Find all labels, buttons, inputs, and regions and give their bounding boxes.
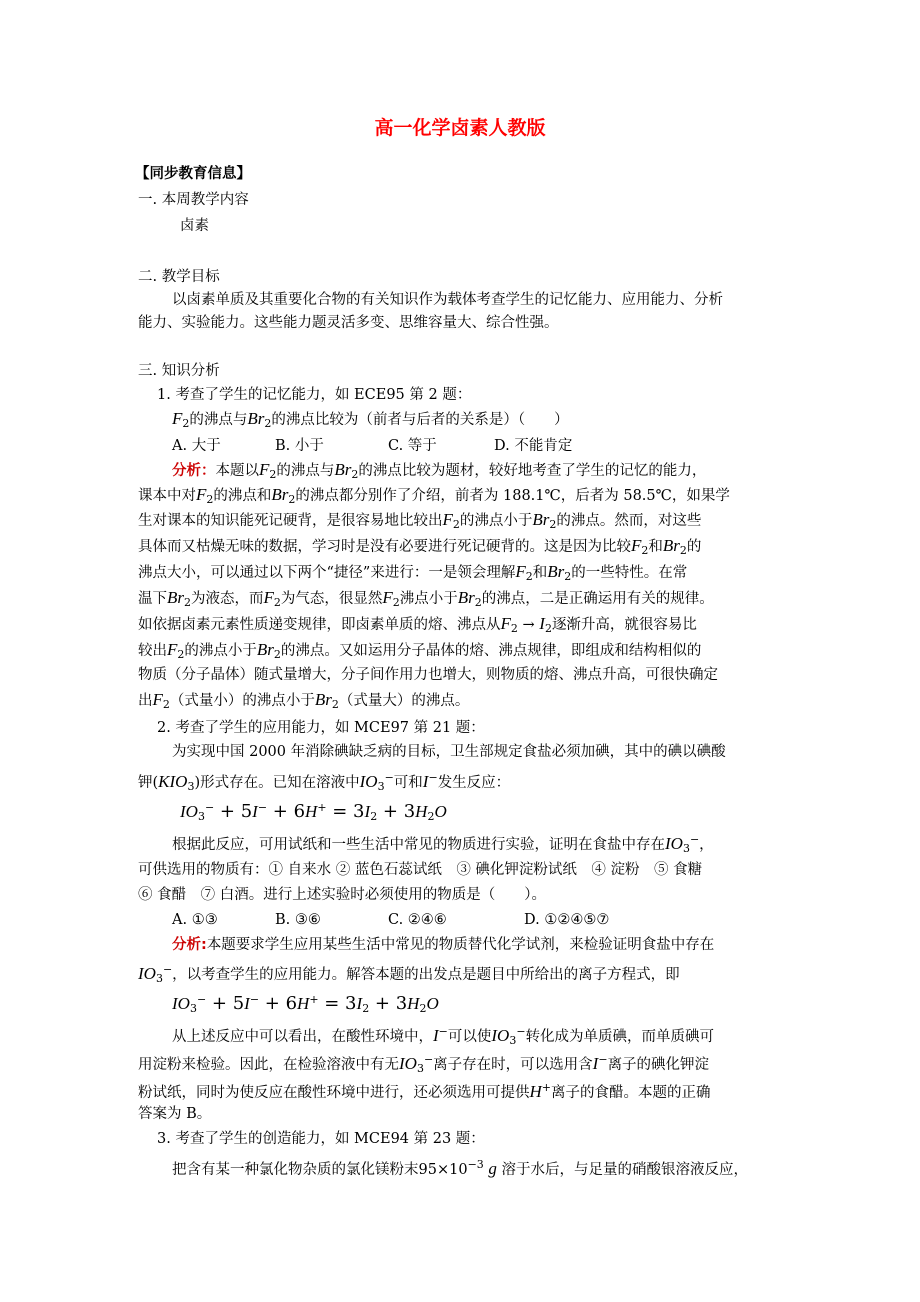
q1-option-a: A. 大于	[172, 438, 221, 454]
heading-analysis: 三. 知识分析	[138, 363, 220, 379]
q2-analysis-line-1: 分析:本题要求学生应用某些生活中常见的物质替代化学试剂，来检验证明食盐中存在	[172, 937, 715, 953]
q1-option-b: B. 小于	[275, 438, 324, 454]
q2-stem-line-3: 根据此反应，可用试纸和一些生活中常见的物质进行实验，证明在食盐中存在$IO_3^-$，	[172, 833, 714, 855]
q3-label: 3. 考查了学生的创造能力，如 MCE94 第 23 题：	[157, 1131, 485, 1147]
q1-analysis-line-10: 出$F_2$（式量小）的沸点小于$Br_2$（式量大）的沸点。	[138, 690, 470, 711]
q1-option-d: D. 不能肯定	[494, 438, 573, 454]
q1-label: 1. 考查了学生的记忆能力，如 ECE95 第 2 题：	[157, 387, 472, 403]
q2-analysis-line-3: 从上述反应中可以看出，在酸性环境中，I−可以使$IO_3^-$转化成为单质碘，而单质碘可	[172, 1025, 715, 1047]
q2-equation-1: $IO_3^- + 5I^- + 6H^+ = 3I_2 + 3H_2O$	[180, 801, 447, 823]
q1-analysis-line-2: 课本中对$F_2$的沸点和$Br_2$的沸点都分别作了介绍，前者为 188.1℃，后者为 58.5℃，如果学	[138, 485, 730, 506]
heading-goals: 二. 教学目标	[138, 269, 220, 285]
q2-option-a: A. ①③	[172, 912, 218, 928]
q2-equation-2: $IO_3^- + 5I^- + 6H^+ = 3I_2 + 3H_2O$	[172, 993, 439, 1015]
q2-stem-line-4: 可供选用的物质有：① 自来水 ② 蓝色石蕊试纸 ③ 碘化钾淀粉试纸 ④ 淀粉 ⑤ 食糖	[138, 862, 703, 878]
q1-analysis-line-7: 如依据卤素元素性质递变规律，即卤素单质的熔、沸点从$F_2 \to I_2$逐渐升高，就很容易比	[138, 614, 697, 635]
q1-analysis-line-3: 生对课本的知识能死记硬背，是很容易地比较出$F_2$的沸点小于$Br_2$的沸点。然而，对这些	[138, 510, 702, 531]
q1-stem: $F_2$的沸点与$Br_2$的沸点比较为（前者与后者的关系是）（ ）	[172, 409, 569, 430]
q2-analysis-line-4: 用淀粉来检验。因此，在检验溶液中有无$IO_3^-$离子存在时，可以选用含I−离子的碘化钾淀	[138, 1053, 710, 1075]
q2-stem-line-2: 钾$(KIO_3)$形式存在。已知在溶液中$IO_3^-$可和I−发生反应：	[138, 771, 511, 793]
q2-stem-line-1: 为实现中国 2000 年消除碘缺乏病的目标，卫生部规定食盐必须加碘，其中的碘以碘酸	[172, 744, 726, 760]
q2-label: 2. 考查了学生的应用能力，如 MCE97 第 21 题：	[157, 720, 485, 736]
q1-analysis-line-8: 较出$F_2$的沸点小于$Br_2$的沸点。又如运用分子晶体的熔、沸点规律，即组成和结构相似的	[138, 640, 702, 661]
q2-option-b: B. ③⑥	[275, 912, 321, 928]
q2-option-c: C. ②④⑥	[388, 912, 447, 928]
analysis-label: 分析:	[172, 937, 207, 953]
section-header: 【同步教育信息】	[135, 166, 251, 182]
q1-analysis-line-1: 分析：本题以$F_2$的沸点与$Br_2$的沸点比较为题材，较好地考查了学生的记忆的能力，	[172, 460, 707, 481]
goals-line-1: 以卤素单质及其重要化合物的有关知识作为载体考查学生的记忆能力、应用能力、分析	[172, 292, 723, 308]
heading-week-content: 一. 本周教学内容	[138, 192, 249, 208]
q2-analysis-line-6: 答案为 B。	[138, 1106, 212, 1122]
page-title: 高一化学卤素人教版	[374, 117, 546, 139]
q1-analysis-line-9: 物质（分子晶体）随式量增大，分子间作用力也增大，则物质的熔、沸点升高，可很快确定	[138, 667, 718, 683]
q1-analysis-line-4: 具体而又枯燥无味的数据，学习时是没有必要进行死记硬背的。这是因为比较$F_2$和$Br_2$的	[138, 536, 702, 557]
q2-stem-line-5: ⑥ 食醋 ⑦ 白酒。进行上述实验时必须使用的物质是（ ）。	[138, 887, 546, 903]
goals-line-2: 能力、实验能力。这些能力题灵活多变、思维容量大、综合性强。	[138, 315, 559, 331]
analysis-label: 分析：	[172, 463, 216, 479]
q1-analysis-line-5: 沸点大小，可以通过以下两个“捷径”来进行：一是领会理解$F_2$和$Br_2$的一些特性。在常	[138, 562, 688, 583]
q3-stem-line-1: 把含有某一种氯化物杂质的氯化镁粉末$95\times 10^{-3}$ g 溶于水后，与足量的硝酸银溶液反应，	[172, 1158, 748, 1178]
q2-analysis-line-5: 粉试纸，同时为使反应在酸性环境中进行，还必须选用可提供H+离子的食醋。本题的正确	[138, 1081, 711, 1101]
q1-option-c: C. 等于	[388, 438, 437, 454]
q1-analysis-line-6: 温下$Br_2$为液态，而$F_2$为气态，很显然$F_2$沸点小于$Br_2$的沸点，二是正确运用有关的规律。	[138, 588, 714, 609]
week-content: 卤素	[180, 218, 209, 234]
q2-analysis-line-2: $IO_3^-$，以考查学生的应用能力。解答本题的出发点是题目中所给出的离子方程式，即	[138, 963, 680, 985]
q2-option-d: D. ①②④⑤⑦	[524, 912, 610, 928]
